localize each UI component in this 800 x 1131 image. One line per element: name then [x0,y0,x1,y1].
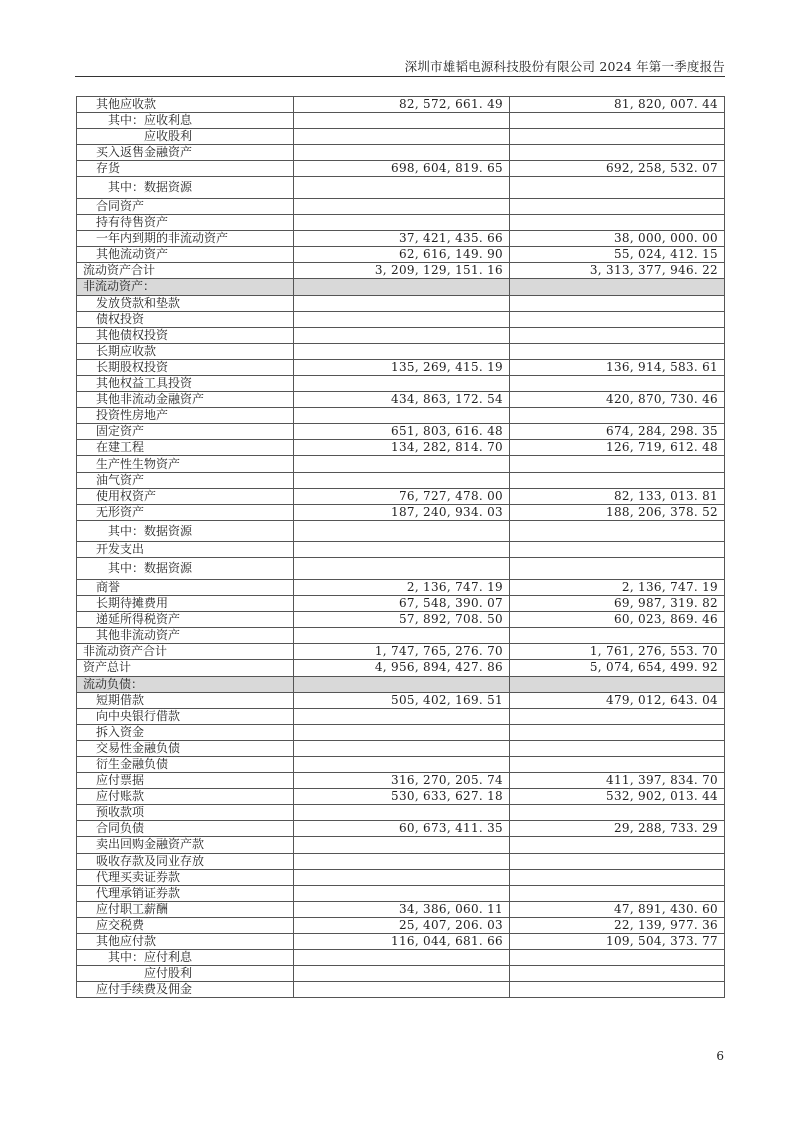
end-balance: 434, 863, 172. 54 [294,392,510,408]
begin-balance: 674, 284, 298. 35 [510,424,725,440]
end-balance: 25, 407, 206. 03 [294,917,510,933]
row-label: 其他流动资产 [77,247,294,263]
table-row [77,982,725,998]
end-balance: 1, 747, 765, 276. 70 [294,644,510,660]
row-label: 短期借款 [77,692,294,708]
table-row [77,263,725,279]
table-row [77,821,725,837]
table-row [77,215,725,231]
end-balance: 67, 548, 390. 07 [294,596,510,612]
table-row [77,129,725,145]
begin-balance: 126, 719, 612. 48 [510,440,725,456]
table-row [77,488,725,504]
row-label: 一年内到期的非流动资产 [77,231,294,247]
begin-balance: 38, 000, 000. 00 [510,231,725,247]
table-row [77,805,725,821]
end-balance [294,542,510,558]
end-balance: 34, 386, 060. 11 [294,901,510,917]
end-balance [294,145,510,161]
begin-balance [510,982,725,998]
row-label: 持有待售资产 [77,215,294,231]
begin-balance: 109, 504, 373. 77 [510,934,725,950]
end-balance [294,628,510,644]
table-row [77,97,725,113]
begin-balance: 411, 397, 834. 70 [510,773,725,789]
table-row [77,756,725,772]
end-balance: 62, 616, 149. 90 [294,247,510,263]
row-label: 使用权资产 [77,488,294,504]
end-balance [294,966,510,982]
table-row [77,504,725,520]
end-balance [294,472,510,488]
end-balance: 134, 282, 814. 70 [294,440,510,456]
begin-balance [510,708,725,724]
table-row [77,408,725,424]
table-row [77,295,725,311]
end-balance [294,676,510,692]
row-label: 交易性金融负债 [77,740,294,756]
end-balance: 316, 270, 205. 74 [294,773,510,789]
begin-balance [510,542,725,558]
end-balance: 82, 572, 661. 49 [294,97,510,113]
end-balance [294,327,510,343]
table-row [77,359,725,375]
end-balance [294,279,510,295]
row-label: 拆入资金 [77,724,294,740]
row-label: 代理承销证券款 [77,885,294,901]
header-divider [75,76,725,77]
row-label: 长期待摊费用 [77,596,294,612]
end-balance: 3, 209, 129, 151. 16 [294,263,510,279]
row-label: 开发支出 [77,542,294,558]
begin-balance: 22, 139, 977. 36 [510,917,725,933]
row-label: 应交税费 [77,917,294,933]
row-label: 流动资产合计 [77,263,294,279]
end-balance: 698, 604, 819. 65 [294,161,510,177]
row-label: 其中：数据资源 [77,177,294,199]
table-row [77,145,725,161]
page-number: 6 [716,1049,724,1063]
row-label: 合同负债 [77,821,294,837]
table-row [77,628,725,644]
begin-balance: 3, 313, 377, 946. 22 [510,263,725,279]
balance-sheet-table [76,96,725,998]
table-row [77,343,725,359]
end-balance [294,805,510,821]
table-row [77,901,725,917]
row-label: 投资性房地产 [77,408,294,424]
table-row [77,692,725,708]
begin-balance [510,311,725,327]
begin-balance: 47, 891, 430. 60 [510,901,725,917]
row-label: 合同资产 [77,198,294,214]
row-label: 流动负债： [77,676,294,692]
end-balance [294,215,510,231]
table-row [77,311,725,327]
end-balance [294,198,510,214]
row-label: 吸收存款及同业存放 [77,853,294,869]
table-row [77,837,725,853]
table-row [77,869,725,885]
begin-balance: 188, 206, 378. 52 [510,504,725,520]
begin-balance [510,279,725,295]
begin-balance [510,676,725,692]
end-balance [294,950,510,966]
table-row [77,177,725,199]
table-row [77,198,725,214]
end-balance [294,408,510,424]
report-header: 深圳市雄韬电源科技股份有限公司 2024 年第一季度报告 [404,59,725,74]
begin-balance [510,950,725,966]
row-label: 其中：应收利息 [77,113,294,129]
row-label: 应付账款 [77,789,294,805]
row-label: 其他应付款 [77,934,294,950]
table-row [77,966,725,982]
begin-balance [510,558,725,580]
table-row [77,708,725,724]
table-row [77,113,725,129]
end-balance [294,376,510,392]
begin-balance [510,837,725,853]
end-balance [294,558,510,580]
row-label: 其他权益工具投资 [77,376,294,392]
table-row [77,612,725,628]
begin-balance [510,129,725,145]
table-row [77,724,725,740]
end-balance: 187, 240, 934. 03 [294,504,510,520]
end-balance: 2, 136, 747. 19 [294,579,510,595]
row-label: 衍生金融负债 [77,756,294,772]
row-label: 买入返售金融资产 [77,145,294,161]
table-row [77,579,725,595]
row-label: 存货 [77,161,294,177]
begin-balance [510,520,725,542]
table-row [77,424,725,440]
section-header-row [77,279,725,295]
row-label: 长期股权投资 [77,359,294,375]
end-balance [294,885,510,901]
row-label: 其他非流动资产 [77,628,294,644]
row-label: 油气资产 [77,472,294,488]
begin-balance [510,408,725,424]
table-row [77,934,725,950]
table-row [77,917,725,933]
table-row [77,853,725,869]
begin-balance [510,966,725,982]
end-balance: 116, 044, 681. 66 [294,934,510,950]
end-balance: 4, 956, 894, 427. 86 [294,660,510,676]
end-balance [294,853,510,869]
begin-balance: 1, 761, 276, 553. 70 [510,644,725,660]
row-label: 其他债权投资 [77,327,294,343]
begin-balance: 2, 136, 747. 19 [510,579,725,595]
row-label: 应付职工薪酬 [77,901,294,917]
end-balance [294,724,510,740]
begin-balance [510,740,725,756]
begin-balance: 532, 902, 013. 44 [510,789,725,805]
row-label: 固定资产 [77,424,294,440]
end-balance [294,456,510,472]
table-row [77,644,725,660]
row-label: 其他应收款 [77,97,294,113]
table-row [77,231,725,247]
end-balance [294,311,510,327]
end-balance [294,113,510,129]
begin-balance [510,472,725,488]
begin-balance [510,456,725,472]
row-label: 卖出回购金融资产款 [77,837,294,853]
begin-balance [510,113,725,129]
end-balance [294,343,510,359]
begin-balance [510,215,725,231]
row-label: 在建工程 [77,440,294,456]
begin-balance [510,145,725,161]
table-row [77,950,725,966]
table-row [77,392,725,408]
table-row [77,740,725,756]
table-row [77,660,725,676]
begin-balance: 55, 024, 412. 15 [510,247,725,263]
row-label: 非流动资产： [77,279,294,295]
row-label: 其中：数据资源 [77,520,294,542]
table-row [77,440,725,456]
row-label: 商誉 [77,579,294,595]
begin-balance: 692, 258, 532. 07 [510,161,725,177]
row-label: 其他非流动金融资产 [77,392,294,408]
row-label: 其中：应付利息 [77,950,294,966]
end-balance [294,129,510,145]
begin-balance: 479, 012, 643. 04 [510,692,725,708]
end-balance: 57, 892, 708. 50 [294,612,510,628]
end-balance: 135, 269, 415. 19 [294,359,510,375]
table-row [77,456,725,472]
table-row [77,789,725,805]
table-row [77,596,725,612]
row-label: 其中：数据资源 [77,558,294,580]
begin-balance [510,869,725,885]
row-label: 应付票据 [77,773,294,789]
begin-balance [510,853,725,869]
row-label: 应收股利 [77,129,294,145]
begin-balance [510,198,725,214]
begin-balance: 60, 023, 869. 46 [510,612,725,628]
row-label: 代理买卖证券款 [77,869,294,885]
end-balance [294,837,510,853]
end-balance [294,295,510,311]
table-row [77,472,725,488]
table-row [77,773,725,789]
table-row [77,376,725,392]
begin-balance: 69, 987, 319. 82 [510,596,725,612]
begin-balance [510,724,725,740]
table-row [77,558,725,580]
row-label: 应付手续费及佣金 [77,982,294,998]
end-balance [294,177,510,199]
row-label: 债权投资 [77,311,294,327]
end-balance: 76, 727, 478. 00 [294,488,510,504]
row-label: 长期应收款 [77,343,294,359]
begin-balance: 29, 288, 733. 29 [510,821,725,837]
begin-balance [510,295,725,311]
end-balance [294,869,510,885]
begin-balance: 5, 074, 654, 499. 92 [510,660,725,676]
begin-balance: 82, 133, 013. 81 [510,488,725,504]
table-row [77,327,725,343]
end-balance [294,982,510,998]
row-label: 向中央银行借款 [77,708,294,724]
end-balance: 60, 673, 411. 35 [294,821,510,837]
section-header-row [77,676,725,692]
begin-balance [510,376,725,392]
row-label: 非流动资产合计 [77,644,294,660]
table-row [77,542,725,558]
table-row [77,161,725,177]
begin-balance [510,805,725,821]
row-label: 资产总计 [77,660,294,676]
begin-balance [510,343,725,359]
table-row [77,247,725,263]
row-label: 生产性生物资产 [77,456,294,472]
end-balance: 651, 803, 616. 48 [294,424,510,440]
end-balance [294,520,510,542]
begin-balance: 81, 820, 007. 44 [510,97,725,113]
begin-balance [510,327,725,343]
row-label: 无形资产 [77,504,294,520]
end-balance: 505, 402, 169. 51 [294,692,510,708]
begin-balance: 136, 914, 583. 61 [510,359,725,375]
end-balance: 530, 633, 627. 18 [294,789,510,805]
end-balance: 37, 421, 435. 66 [294,231,510,247]
begin-balance [510,756,725,772]
table-row [77,520,725,542]
begin-balance [510,885,725,901]
end-balance [294,740,510,756]
begin-balance [510,628,725,644]
row-label: 应付股利 [77,966,294,982]
row-label: 预收款项 [77,805,294,821]
end-balance [294,708,510,724]
table-row [77,885,725,901]
begin-balance: 420, 870, 730. 46 [510,392,725,408]
begin-balance [510,177,725,199]
row-label: 递延所得税资产 [77,612,294,628]
row-label: 发放贷款和垫款 [77,295,294,311]
end-balance [294,756,510,772]
